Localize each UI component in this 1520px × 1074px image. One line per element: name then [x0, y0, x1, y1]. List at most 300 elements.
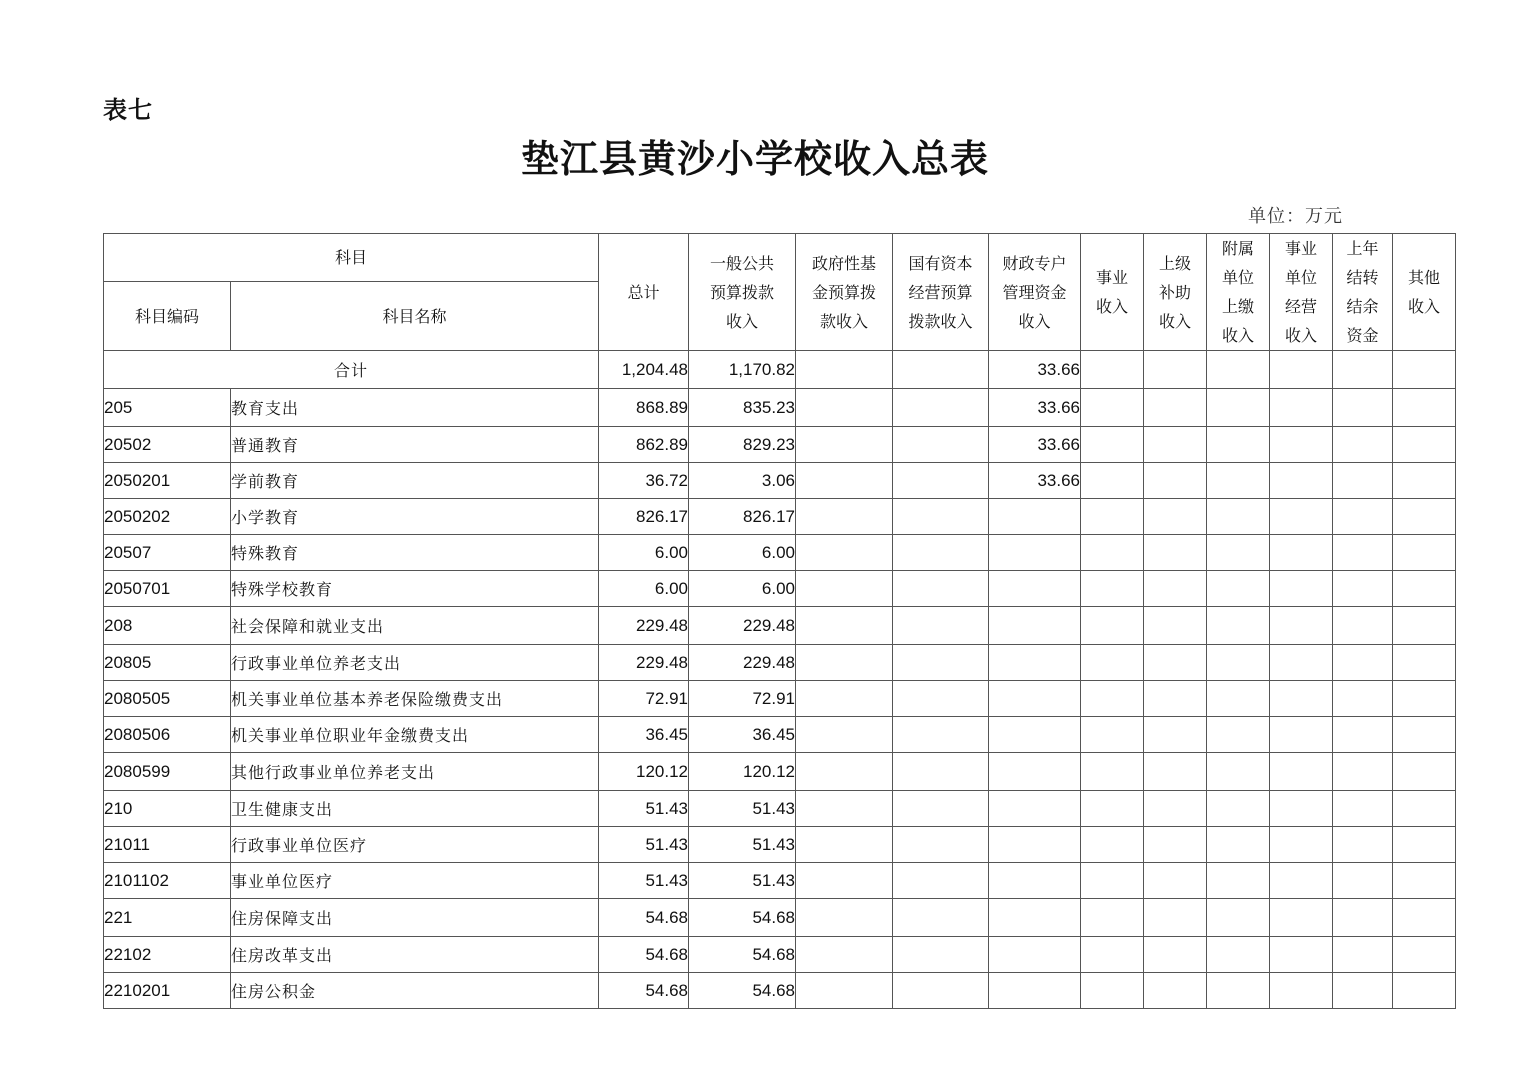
value-cell: 6.00	[689, 571, 796, 607]
value-cell	[1081, 717, 1144, 753]
header-col-line: 国有资本	[908, 253, 973, 273]
value-cell	[989, 645, 1081, 681]
value-cell	[989, 535, 1081, 571]
value-cell	[1081, 571, 1144, 607]
header-col-line: 金预算拨	[812, 282, 877, 302]
value-cell: 862.89	[599, 427, 689, 463]
value-cell	[1144, 645, 1207, 681]
value-cell	[1333, 571, 1393, 607]
value-cell	[1333, 827, 1393, 863]
value-cell	[1144, 937, 1207, 973]
value-cell	[1207, 645, 1270, 681]
value-cell	[893, 937, 989, 973]
header-col	[796, 234, 893, 351]
subject-code: 2050701	[104, 571, 231, 607]
value-cell	[1270, 973, 1333, 1009]
value-cell	[1207, 827, 1270, 863]
subject-name: 特殊教育	[231, 535, 599, 571]
value-cell	[1207, 937, 1270, 973]
value-cell	[796, 753, 893, 791]
header-col-line: 收入	[726, 311, 759, 331]
value-cell	[1393, 681, 1456, 717]
header-col-line: 管理资金	[1002, 282, 1067, 302]
table-row	[104, 863, 1456, 899]
subject-code: 208	[104, 607, 231, 645]
value-cell	[1207, 681, 1270, 717]
value-cell	[796, 681, 893, 717]
value-cell	[1393, 753, 1456, 791]
subject-name: 行政事业单位养老支出	[231, 645, 599, 681]
value-cell: 6.00	[599, 571, 689, 607]
header-col-line: 收入	[1408, 297, 1441, 316]
header-col-line: 附属	[1222, 239, 1255, 258]
value-cell	[893, 463, 989, 499]
value-cell	[989, 899, 1081, 937]
subject-name: 教育支出	[231, 389, 599, 427]
value-cell	[1144, 681, 1207, 717]
value-cell	[1081, 463, 1144, 499]
header-col-line: 补助	[1159, 282, 1192, 302]
subject-code: 2210201	[104, 973, 231, 1009]
value-cell	[796, 973, 893, 1009]
value-cell	[1144, 463, 1207, 499]
value-cell	[1333, 427, 1393, 463]
value-cell	[1144, 499, 1207, 535]
value-cell	[796, 645, 893, 681]
subject-name: 住房保障支出	[231, 899, 599, 937]
value-cell	[1207, 863, 1270, 899]
value-cell	[893, 571, 989, 607]
subject-code: 2050202	[104, 499, 231, 535]
value-cell	[1144, 863, 1207, 899]
table-row	[104, 791, 1456, 827]
value-cell	[1333, 535, 1393, 571]
value-cell	[893, 681, 989, 717]
value-cell	[1207, 607, 1270, 645]
value-cell: 3.06	[689, 463, 796, 499]
value-cell: 33.66	[989, 427, 1081, 463]
header-col-line: 收入	[1285, 326, 1318, 345]
value-cell	[1270, 937, 1333, 973]
value-cell	[893, 863, 989, 899]
value-cell	[1333, 645, 1393, 681]
header-col-line: 结转	[1346, 268, 1379, 287]
value-cell: 829.23	[689, 427, 796, 463]
subject-name: 小学教育	[231, 499, 599, 535]
header-col-line: 总计	[627, 282, 660, 302]
table-row	[104, 499, 1456, 535]
value-cell	[1207, 351, 1270, 389]
value-cell	[796, 791, 893, 827]
header-col-line: 单位	[1285, 268, 1318, 287]
unit-label: 单位：万元	[1248, 206, 1343, 227]
header-col-line: 收入	[1222, 326, 1255, 345]
table-row	[104, 463, 1456, 499]
value-cell: 54.68	[689, 937, 796, 973]
income-summary-table	[103, 233, 1456, 1009]
value-cell	[1393, 427, 1456, 463]
subject-name: 特殊学校教育	[231, 571, 599, 607]
subject-code: 205	[104, 389, 231, 427]
value-cell	[989, 607, 1081, 645]
value-cell: 6.00	[599, 535, 689, 571]
header-col-line: 收入	[1159, 311, 1192, 331]
subject-code: 2080505	[104, 681, 231, 717]
value-cell	[1081, 645, 1144, 681]
value-cell	[1081, 681, 1144, 717]
value-cell: 36.45	[689, 717, 796, 753]
value-cell	[1393, 937, 1456, 973]
value-cell	[1393, 607, 1456, 645]
header-col-line: 一般公共	[710, 253, 775, 273]
value-cell	[989, 973, 1081, 1009]
header-name: 科目名称	[231, 282, 599, 351]
table-header	[104, 234, 1456, 351]
value-cell	[1270, 645, 1333, 681]
value-cell	[893, 717, 989, 753]
subject-name: 普通教育	[231, 427, 599, 463]
value-cell	[1333, 681, 1393, 717]
subject-name: 其他行政事业单位养老支出	[231, 753, 599, 791]
subject-name: 行政事业单位医疗	[231, 827, 599, 863]
value-cell	[893, 791, 989, 827]
value-cell	[1393, 791, 1456, 827]
value-cell	[796, 389, 893, 427]
value-cell	[796, 463, 893, 499]
header-col-line: 财政专户	[1002, 253, 1067, 273]
header-subject: 科目	[104, 234, 599, 282]
value-cell	[1333, 899, 1393, 937]
value-cell	[1270, 351, 1333, 389]
value-cell	[1270, 681, 1333, 717]
value-cell	[1270, 499, 1333, 535]
value-cell: 51.43	[599, 827, 689, 863]
header-col-line: 上级	[1159, 253, 1192, 273]
value-cell	[989, 937, 1081, 973]
value-cell	[1333, 937, 1393, 973]
value-cell	[1393, 535, 1456, 571]
value-cell	[1270, 535, 1333, 571]
header-col	[1333, 234, 1393, 351]
value-cell	[1081, 499, 1144, 535]
table-row	[104, 681, 1456, 717]
value-cell	[1393, 389, 1456, 427]
value-cell	[989, 827, 1081, 863]
value-cell	[989, 791, 1081, 827]
value-cell	[1081, 863, 1144, 899]
value-cell	[1081, 607, 1144, 645]
value-cell	[1270, 571, 1333, 607]
value-cell: 51.43	[689, 863, 796, 899]
header-col-line: 收入	[1018, 311, 1051, 331]
value-cell: 51.43	[599, 863, 689, 899]
value-cell	[1393, 499, 1456, 535]
value-cell	[893, 535, 989, 571]
value-cell	[1393, 717, 1456, 753]
header-col	[1393, 234, 1456, 351]
value-cell	[796, 899, 893, 937]
value-cell	[1144, 351, 1207, 389]
table-row	[104, 937, 1456, 973]
value-cell	[1270, 607, 1333, 645]
value-cell	[1393, 571, 1456, 607]
value-cell	[893, 389, 989, 427]
header-code: 科目编码	[104, 282, 231, 351]
header-col	[1207, 234, 1270, 351]
value-cell	[1393, 463, 1456, 499]
value-cell: 6.00	[689, 535, 796, 571]
value-cell: 229.48	[689, 645, 796, 681]
value-cell	[1270, 389, 1333, 427]
value-cell	[1144, 535, 1207, 571]
value-cell	[1081, 753, 1144, 791]
value-cell	[1333, 607, 1393, 645]
header-col	[1081, 234, 1144, 351]
value-cell	[1081, 427, 1144, 463]
value-cell: 826.17	[599, 499, 689, 535]
value-cell	[1270, 427, 1333, 463]
value-cell	[1144, 899, 1207, 937]
header-col-line: 收入	[1096, 297, 1129, 316]
value-cell	[893, 899, 989, 937]
header-col-line: 事业	[1285, 239, 1318, 258]
value-cell	[1333, 791, 1393, 827]
table-row	[104, 389, 1456, 427]
value-cell	[1270, 863, 1333, 899]
value-cell	[1207, 463, 1270, 499]
subject-code: 20805	[104, 645, 231, 681]
value-cell: 72.91	[689, 681, 796, 717]
value-cell	[1144, 607, 1207, 645]
table-row	[104, 645, 1456, 681]
table-row	[104, 753, 1456, 791]
subject-code: 20502	[104, 427, 231, 463]
value-cell: 54.68	[689, 899, 796, 937]
value-cell	[1144, 389, 1207, 427]
value-cell	[1144, 973, 1207, 1009]
value-cell: 33.66	[989, 351, 1081, 389]
table-row	[104, 607, 1456, 645]
value-cell: 36.72	[599, 463, 689, 499]
table-row	[104, 827, 1456, 863]
header-col	[989, 234, 1081, 351]
header-col-line: 政府性基	[812, 253, 877, 273]
value-cell: 54.68	[689, 973, 796, 1009]
table-number: 表七	[103, 96, 153, 124]
value-cell	[1081, 389, 1144, 427]
value-cell	[1081, 535, 1144, 571]
value-cell	[796, 535, 893, 571]
value-cell	[1081, 791, 1144, 827]
value-cell	[796, 351, 893, 389]
value-cell	[796, 571, 893, 607]
value-cell: 54.68	[599, 899, 689, 937]
value-cell	[893, 973, 989, 1009]
value-cell	[1270, 753, 1333, 791]
subject-code: 2050201	[104, 463, 231, 499]
value-cell	[1393, 863, 1456, 899]
value-cell	[1207, 717, 1270, 753]
value-cell	[1081, 351, 1144, 389]
header-col-line: 上年	[1346, 239, 1379, 258]
value-cell	[796, 427, 893, 463]
value-cell	[796, 717, 893, 753]
subject-name: 住房公积金	[231, 973, 599, 1009]
value-cell	[1207, 791, 1270, 827]
value-cell	[1144, 717, 1207, 753]
header-col	[1270, 234, 1333, 351]
value-cell: 1,204.48	[599, 351, 689, 389]
value-cell	[1333, 863, 1393, 899]
header-col	[599, 234, 689, 351]
value-cell	[1393, 645, 1456, 681]
header-col-line: 事业	[1096, 268, 1129, 287]
value-cell	[893, 607, 989, 645]
value-cell	[1393, 351, 1456, 389]
value-cell: 120.12	[689, 753, 796, 791]
value-cell: 33.66	[989, 463, 1081, 499]
header-col-line: 资金	[1346, 326, 1379, 345]
total-label: 合计	[104, 351, 599, 389]
subject-code: 22102	[104, 937, 231, 973]
page-title: 垫江县黄沙小学校收入总表	[520, 136, 989, 181]
value-cell	[893, 827, 989, 863]
value-cell	[893, 427, 989, 463]
table-row	[104, 571, 1456, 607]
value-cell	[1081, 973, 1144, 1009]
value-cell	[796, 863, 893, 899]
value-cell: 120.12	[599, 753, 689, 791]
subject-name: 卫生健康支出	[231, 791, 599, 827]
value-cell	[796, 499, 893, 535]
value-cell	[989, 571, 1081, 607]
value-cell: 229.48	[599, 645, 689, 681]
value-cell	[1207, 973, 1270, 1009]
value-cell: 51.43	[599, 791, 689, 827]
header-col	[893, 234, 989, 351]
value-cell: 229.48	[689, 607, 796, 645]
value-cell	[1333, 463, 1393, 499]
subject-code: 210	[104, 791, 231, 827]
value-cell	[893, 753, 989, 791]
value-cell: 229.48	[599, 607, 689, 645]
value-cell	[1207, 535, 1270, 571]
value-cell: 54.68	[599, 937, 689, 973]
subject-name: 社会保障和就业支出	[231, 607, 599, 645]
value-cell	[1144, 571, 1207, 607]
value-cell	[989, 717, 1081, 753]
subject-code: 221	[104, 899, 231, 937]
value-cell	[1081, 899, 1144, 937]
header-col-line: 预算拨款	[710, 282, 775, 302]
table-row	[104, 535, 1456, 571]
subject-code: 2080506	[104, 717, 231, 753]
value-cell	[1081, 827, 1144, 863]
value-cell: 33.66	[989, 389, 1081, 427]
value-cell	[1333, 351, 1393, 389]
value-cell	[1333, 389, 1393, 427]
value-cell	[989, 863, 1081, 899]
value-cell	[1393, 973, 1456, 1009]
value-cell: 51.43	[689, 791, 796, 827]
value-cell	[796, 827, 893, 863]
subject-name: 机关事业单位职业年金缴费支出	[231, 717, 599, 753]
value-cell	[1144, 427, 1207, 463]
value-cell: 36.45	[599, 717, 689, 753]
value-cell	[989, 499, 1081, 535]
value-cell	[1270, 827, 1333, 863]
value-cell: 54.68	[599, 973, 689, 1009]
header-col-line: 结余	[1346, 297, 1379, 316]
subject-name: 住房改革支出	[231, 937, 599, 973]
subject-code: 2080599	[104, 753, 231, 791]
value-cell	[893, 351, 989, 389]
value-cell	[1333, 753, 1393, 791]
value-cell	[1207, 753, 1270, 791]
header-col-line: 拨款收入	[908, 311, 973, 331]
value-cell: 72.91	[599, 681, 689, 717]
value-cell	[796, 937, 893, 973]
header-col	[689, 234, 796, 351]
header-col-line: 其他	[1408, 268, 1441, 287]
value-cell: 868.89	[599, 389, 689, 427]
header-col-line: 单位	[1222, 268, 1255, 287]
value-cell	[1270, 463, 1333, 499]
subject-name: 事业单位医疗	[231, 863, 599, 899]
header-col-line: 经营预算	[908, 282, 973, 302]
header-col-line: 款收入	[820, 311, 869, 331]
value-cell: 826.17	[689, 499, 796, 535]
value-cell	[1144, 827, 1207, 863]
value-cell	[1270, 899, 1333, 937]
value-cell	[1207, 427, 1270, 463]
header-col	[1144, 234, 1207, 351]
value-cell	[1333, 973, 1393, 1009]
total-row	[104, 351, 1456, 389]
subject-name: 机关事业单位基本养老保险缴费支出	[231, 681, 599, 717]
subject-code: 21011	[104, 827, 231, 863]
value-cell	[1144, 753, 1207, 791]
header-col-line: 上缴	[1222, 297, 1255, 316]
value-cell	[1333, 499, 1393, 535]
table-body	[104, 351, 1456, 1009]
value-cell	[1207, 571, 1270, 607]
value-cell	[796, 607, 893, 645]
subject-code: 2101102	[104, 863, 231, 899]
value-cell	[1081, 937, 1144, 973]
table-row	[104, 899, 1456, 937]
value-cell: 1,170.82	[689, 351, 796, 389]
value-cell	[1207, 389, 1270, 427]
table-row	[104, 427, 1456, 463]
value-cell	[1207, 499, 1270, 535]
value-cell	[893, 645, 989, 681]
table-row	[104, 717, 1456, 753]
value-cell	[1144, 791, 1207, 827]
value-cell	[1393, 827, 1456, 863]
value-cell	[1207, 899, 1270, 937]
subject-name: 学前教育	[231, 463, 599, 499]
header-col-line: 经营	[1285, 297, 1318, 316]
value-cell	[1270, 791, 1333, 827]
value-cell	[893, 499, 989, 535]
value-cell	[1393, 899, 1456, 937]
value-cell	[1333, 717, 1393, 753]
value-cell	[989, 681, 1081, 717]
value-cell	[1270, 717, 1333, 753]
subject-code: 20507	[104, 535, 231, 571]
value-cell	[989, 753, 1081, 791]
